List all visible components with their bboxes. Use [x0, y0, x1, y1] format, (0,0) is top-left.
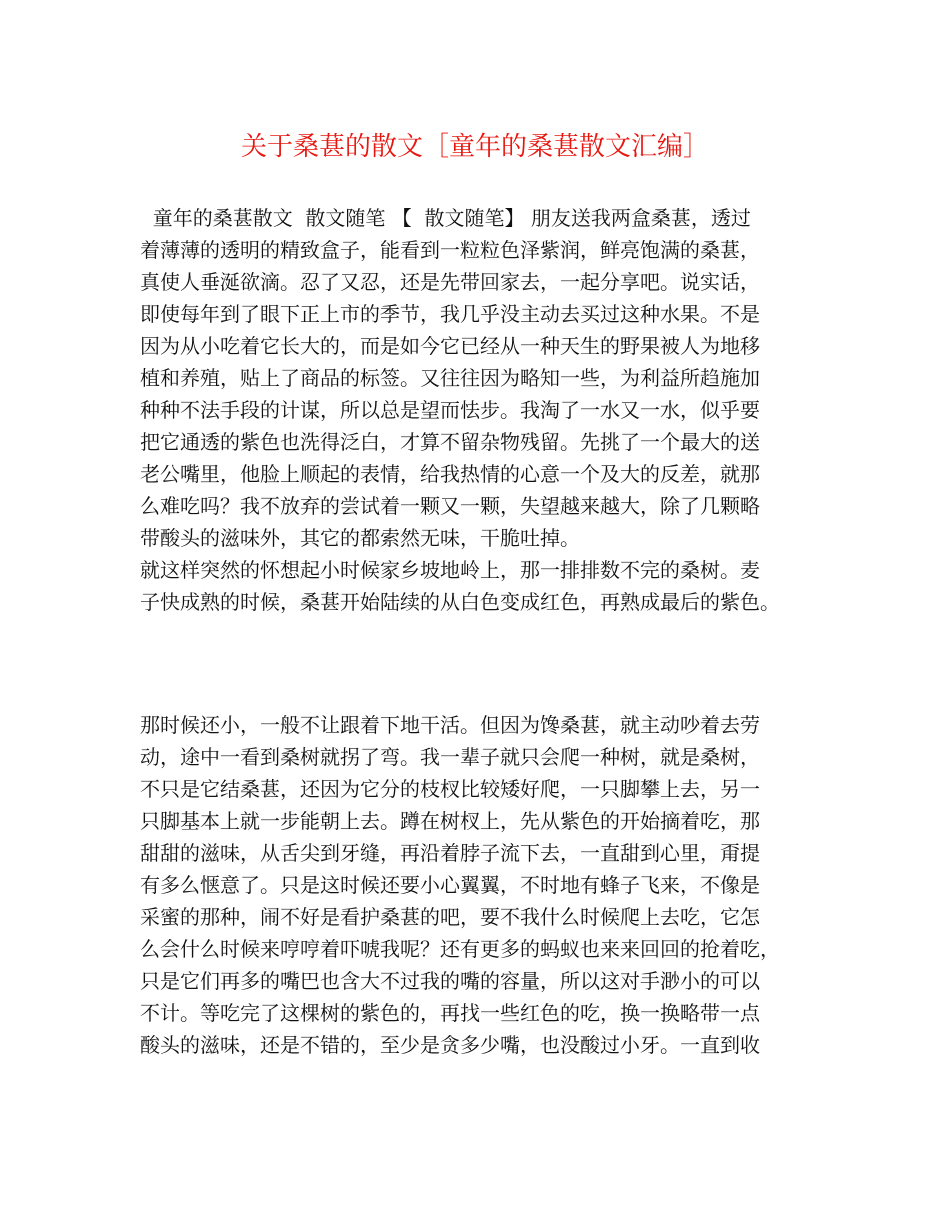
paragraph-block-1	[140, 202, 830, 618]
text-line: 因为从小吃着它长大的，而是如今它已经从一种天生的野果被人为地移	[140, 334, 760, 358]
text-line: 种种不法手段的计谋，所以总是望而怯步。我淘了一水又一水，似乎要	[140, 398, 760, 422]
text-line: 把它通透的紫色也洗得泛白，才算不留杂物残留。先挑了一个最大的送	[140, 430, 760, 454]
text-line: 只脚基本上就一步能朝上去。蹲在树杈上，先从紫色的开始摘着吃，那	[140, 809, 760, 833]
paragraph-block-2	[140, 709, 830, 1061]
text-line: 不计。等吃完了这棵树的紫色的，再找一些红色的吃，换一换略带一点	[140, 1001, 760, 1025]
text-line: 采蜜的那种，闹不好是看护桑葚的吧，要不我什么时候爬上去吃，它怎	[140, 905, 760, 929]
text-line: 着薄薄的透明的精致盒子，能看到一粒粒色泽紫润，鲜亮饱满的桑葚，	[140, 238, 760, 262]
text-line: 童年的桑葚散文 散文随笔 【 散文随笔】 朋友送我两盒桑葚，透过	[140, 206, 751, 230]
text-line: 真使人垂涎欲滴。忍了又忍，还是先带回家去，一起分享吧。说实话，	[140, 270, 760, 294]
text-line: 甜甜的滋味，从舌尖到牙缝，再沿着脖子流下去，一直甜到心里，甭提	[140, 841, 760, 865]
text-line: 动，途中一看到桑树就拐了弯。我一辈子就只会爬一种树，就是桑树，	[140, 745, 760, 769]
text-line: 带酸头的滋味外，其它的都索然无味，干脆吐掉。	[140, 526, 580, 550]
text-line: 不只是它结桑葚，还因为它分的枝杈比较矮好爬，一只脚攀上去，另一	[140, 777, 760, 801]
text-line: 老公嘴里，他脸上顺起的表情，给我热情的心意一个及大的反差，就那	[140, 462, 760, 486]
text-line: 酸头的滋味，还是不错的，至少是贪多少嘴，也没酸过小牙。一直到收	[140, 1033, 760, 1057]
text-line: 植和养殖，贴上了商品的标签。又往往因为略知一些，为利益所趋施加	[140, 366, 760, 390]
text-line: 那时候还小，一般不让跟着下地干活。但因为馋桑葚，就主动吵着去劳	[140, 713, 760, 737]
text-line: 么难吃吗？我不放弃的尝试着一颗又一颗，失望越来越大，除了几颗略	[140, 494, 760, 518]
text-line: 就这样突然的怀想起小时候家乡坡地岭上，那一排排数不完的桑树。麦	[140, 558, 760, 582]
text-line: 子快成熟的时候，桑葚开始陆续的从白色变成红色，再熟成最后的紫色。	[140, 590, 780, 614]
text-line: 么会什么时候来哼哼着吓唬我呢？还有更多的蚂蚁也来来回回的抢着吃，	[140, 937, 780, 961]
text-line: 即使每年到了眼下正上市的季节，我几乎没主动去买过这种水果。不是	[140, 302, 760, 326]
text-line: 只是它们再多的嘴巴也含大不过我的嘴的容量，所以这对手渺小的可以	[140, 969, 760, 993]
document-title: 关于桑葚的散文［童年的桑葚散文汇编］	[240, 132, 709, 162]
text-line: 有多么惬意了。只是这时候还要小心翼翼，不时地有蜂子飞来，不像是	[140, 873, 760, 897]
